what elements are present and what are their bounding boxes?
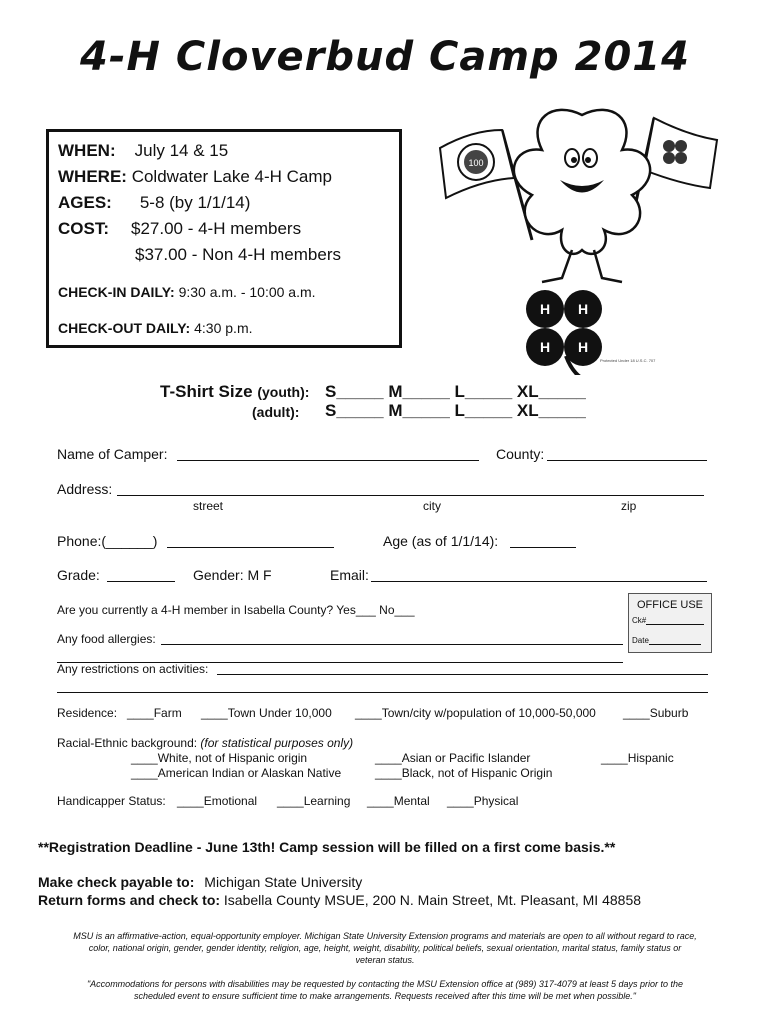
page-title: 4-H Cloverbud Camp 2014 (80, 34, 690, 80)
residence-farm[interactable]: ____Farm (127, 706, 182, 720)
handicap-learning[interactable]: ____Learning (277, 794, 351, 808)
svg-text:H: H (539, 339, 551, 355)
tshirt-adult-label: (adult): (252, 404, 300, 420)
racial-hispanic[interactable]: ____Hispanic (601, 751, 674, 765)
mascot-flag-100: 100 (468, 158, 484, 168)
when-row: WHEN: July 14 & 15 (58, 141, 229, 160)
racial-american-indian[interactable]: ____American Indian or Alaskan Native (131, 766, 342, 780)
svg-text:H: H (577, 339, 589, 355)
zip-caption: zip (621, 499, 637, 513)
restrictions-field-2[interactable] (57, 680, 708, 693)
camper-name-field[interactable] (177, 446, 479, 461)
disclaimer-line-1: MSU is an affirmative-action, equal-opportunity employer. Michigan State University Extension programs and materials are open to all without regard to race, (73, 931, 697, 941)
where-row: WHERE: Coldwater Lake 4-H Camp (58, 167, 332, 186)
camper-name-label: Name of Camper: (57, 446, 168, 462)
cloverbud-mascot-illustration (432, 100, 722, 375)
grade-label: Grade: (57, 567, 100, 583)
city-caption: city (423, 499, 441, 513)
ages-row: AGES: 5-8 (by 1/1/14) (58, 193, 251, 212)
return-row: Return forms and check to: Isabella County MSUE, 200 N. Main Street, Mt. Pleasant, MI 48858 (38, 892, 642, 908)
handicap-mental[interactable]: ____Mental (367, 794, 430, 808)
svg-text:H: H (539, 301, 551, 317)
residence-suburb[interactable]: ____Suburb (623, 706, 689, 720)
age-field[interactable] (510, 533, 576, 548)
checkout-row: CHECK-OUT DAILY: 4:30 p.m. (58, 320, 253, 336)
phone-label: Phone:(______) (57, 533, 158, 549)
allergies-label: Any food allergies: (57, 632, 156, 646)
disclaimer-line-3: veteran status. (355, 955, 415, 965)
racial-asian[interactable]: ____Asian or Pacific Islander (375, 751, 531, 765)
cost-nonmember: $37.00 - Non 4-H members (135, 245, 341, 264)
accommodation-line-1: "Accommodations for persons with disabilities may be requested by contacting the MSU Extension office at (989) 317-4079 at least 5 days prior to the (86, 979, 683, 989)
tshirt-youth-sizes[interactable]: S_____ M_____ L_____ XL_____ (325, 382, 586, 401)
gender-options[interactable]: Gender: M F (193, 567, 272, 583)
cost-row: COST: $27.00 - 4-H members (58, 219, 302, 238)
residence-town-city[interactable]: ____Town/city w/population of 10,000-50,000 (355, 706, 596, 720)
allergies-field[interactable] (161, 632, 623, 645)
office-use-title: OFFICE USE (636, 599, 703, 611)
grade-field[interactable] (107, 567, 175, 582)
registration-deadline: **Registration Deadline - June 13th! Camp session will be filled on a first come basis.** (38, 839, 616, 855)
svg-text:H: H (577, 301, 589, 317)
handicap-label: Handicapper Status: (57, 794, 166, 808)
phone-field[interactable] (167, 533, 334, 548)
residence-town-under[interactable]: ____Town Under 10,000 (201, 706, 332, 720)
tshirt-adult-sizes[interactable]: S_____ M_____ L_____ XL_____ (325, 401, 586, 420)
checkin-row: CHECK-IN DAILY: 9:30 a.m. - 10:00 a.m. (58, 284, 316, 300)
county-label: County: (496, 446, 545, 462)
member-question[interactable]: Are you currently a 4-H member in Isabella County? Yes___ No___ (57, 603, 415, 617)
address-field[interactable] (117, 481, 704, 496)
racial-black[interactable]: ____Black, not of Hispanic Origin (375, 766, 553, 780)
email-field[interactable] (371, 567, 707, 582)
restrictions-field[interactable] (217, 662, 708, 675)
restrictions-label: Any restrictions on activities: (57, 662, 209, 676)
racial-white[interactable]: ____White, not of Hispanic origin (131, 751, 308, 765)
office-ck-label: Ck# (632, 616, 704, 625)
tshirt-youth-row: T-Shirt Size (youth): (160, 382, 310, 401)
handicap-physical[interactable]: ____Physical (447, 794, 519, 808)
accommodation-line-2: scheduled event to ensure sufficient time to make arrangements. Requests received after this time will be met when possible." (134, 991, 636, 1001)
clover-protected-mark: Protected Under 18 U.S.C. 707 (600, 358, 656, 363)
age-label: Age (as of 1/1/14): (383, 533, 499, 549)
payable-row: Make check payable to: Michigan State University (38, 874, 363, 890)
disclaimer-line-2: color, national origin, gender, gender identity, religion, age, height, weight, disability, political beliefs, sexual orientation, marital status, family status or (88, 943, 682, 953)
office-date-label: Date (632, 636, 701, 645)
residence-label: Residence: (57, 706, 118, 720)
street-caption: street (193, 499, 224, 513)
email-label: Email: (330, 567, 369, 583)
racial-label: Racial-Ethnic background: (for statistical purposes only) (57, 736, 354, 750)
handicap-emotional[interactable]: ____Emotional (177, 794, 258, 808)
county-field[interactable] (547, 446, 707, 461)
address-label: Address: (57, 481, 113, 497)
